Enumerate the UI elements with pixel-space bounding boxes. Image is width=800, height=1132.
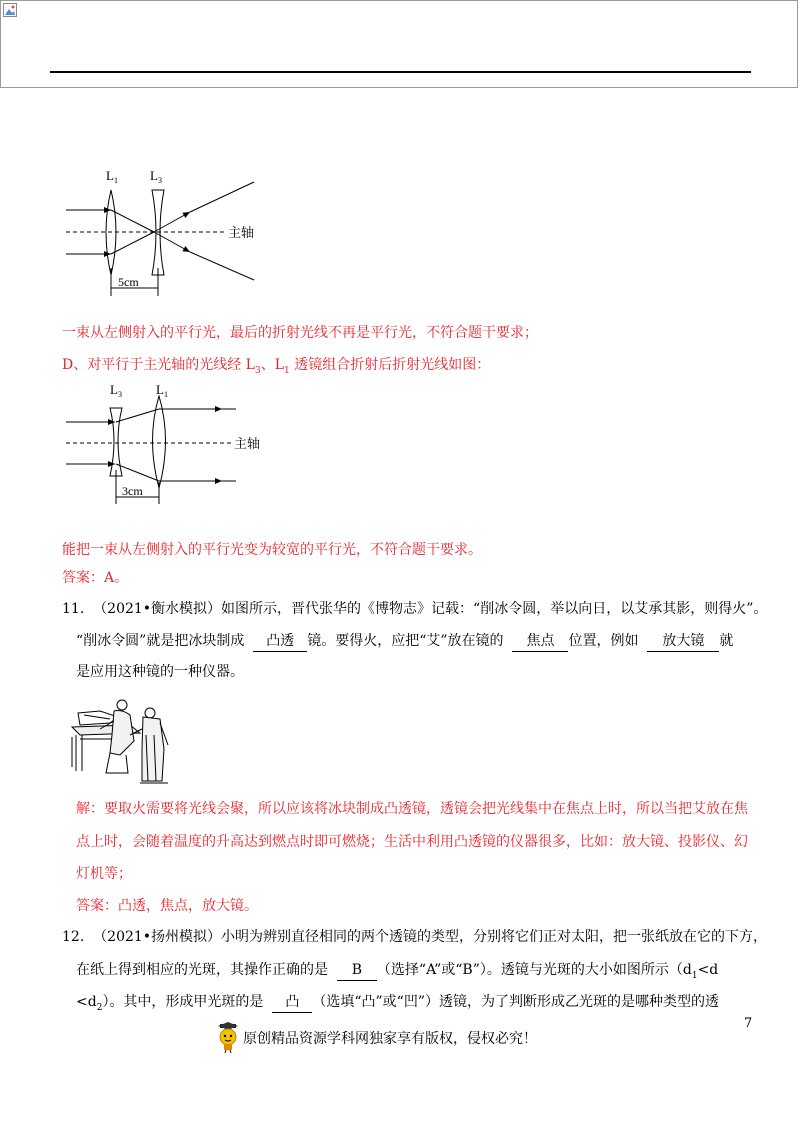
question-12-line1: 12. （2021•扬州模拟）小明为辨别直径相同的两个透镜的类型，分别将它们正对太阳，把一张纸放在它的下方， bbox=[62, 929, 768, 945]
ancient-figures-illustration bbox=[70, 695, 180, 787]
answer-blank: 凸透 bbox=[253, 631, 307, 652]
solution-q11-line3: 灯机等； bbox=[76, 866, 132, 882]
question-11-line3: 是应用这种镜的一种仪器。 bbox=[76, 664, 244, 680]
page-header bbox=[0, 0, 798, 88]
lens-label: L bbox=[106, 168, 114, 183]
axis-label: 主轴 bbox=[228, 226, 255, 241]
copyright-notice: 原创精品资源学科网独家享有版权，侵权必究！ bbox=[243, 1031, 537, 1047]
answer-blank: 焦点 bbox=[512, 631, 568, 652]
svg-text:L3: $L_3$ bbox=[150, 168, 162, 185]
question-11-line1: 11. （2021•衡水模拟）如图所示，晋代张华的《博物志》记载：“削冰令圆，举以向日，以艾承其影，则得火”。 bbox=[62, 601, 768, 617]
mascot-icon bbox=[215, 1022, 241, 1054]
answer-blank: 放大镜 bbox=[647, 631, 719, 652]
distance-label: 5cm bbox=[118, 275, 139, 289]
lens-label: L bbox=[156, 382, 164, 397]
answer-q10: 答案：A。 bbox=[62, 570, 129, 586]
explanation-c: 一束从左侧射入的平行光，最后的折射光线不再是平行光，不符合题干要求； bbox=[62, 325, 538, 341]
explanation-d: D、对平行于主光轴的光线经 $L_3$、$L_1$ 透镜组合折射后折射光线如图： bbox=[62, 357, 491, 376]
question-number: 12. bbox=[62, 929, 85, 945]
solution-q11-line2: 点上时，会随着温度的升高达到燃点时即可燃烧；生活中利用凸透镜的仪器很多，比如：放大镜、投影仪、幻 bbox=[76, 834, 748, 850]
distance-label: 3cm bbox=[122, 484, 143, 498]
answer-blank: B bbox=[337, 960, 377, 981]
axis-label: 主轴 bbox=[234, 437, 261, 452]
svg-text:L1: $L_1$ bbox=[156, 382, 168, 399]
explanation-d-conclusion: 能把一束从左侧射入的平行光变为较宽的平行光，不符合题干要求。 bbox=[62, 542, 482, 558]
question-12-line2: 在纸上得到相应的光斑，其操作正确的是 B （选择“A”或“B”）。透镜与光斑的大小如图所示（$d_1<d$ bbox=[76, 962, 719, 981]
lens-diagram-2 bbox=[62, 378, 292, 506]
answer-blank: 凸 bbox=[272, 992, 312, 1013]
svg-text:L3: $L_3$ bbox=[110, 382, 122, 399]
lens-label: L bbox=[150, 168, 158, 183]
broken-image-icon bbox=[3, 3, 17, 17]
svg-text:L1: $L_1$ bbox=[106, 168, 118, 185]
question-11-line2: “削冰令圆”就是把冰块制成 凸透 镜。要得火，应把“艾”放在镜的 焦点 位置，例如 放大镜 就 bbox=[76, 631, 733, 652]
answer-q11: 答案：凸透，焦点，放大镜。 bbox=[76, 898, 258, 914]
convex-lens bbox=[153, 396, 166, 488]
question-number: 11. bbox=[62, 601, 85, 617]
page-footer bbox=[215, 1020, 537, 1056]
solution-q11-line1: 解：要取火需要将光线会聚，所以应该将冰块制成凸透镜，透镜会把光线集中在焦点上时，所以当把艾放在焦 bbox=[76, 801, 748, 817]
question-12-line3: $<d_2$）。其中，形成甲光斑的是 凸 （选填“凸”或“凹”）透镜，为了判断形成乙光斑的是哪种类型的透 bbox=[76, 994, 719, 1013]
header-rule bbox=[50, 71, 751, 73]
lens-label: L bbox=[110, 382, 118, 397]
page-number: 7 bbox=[744, 1016, 753, 1031]
lens-diagram-1 bbox=[62, 160, 292, 300]
